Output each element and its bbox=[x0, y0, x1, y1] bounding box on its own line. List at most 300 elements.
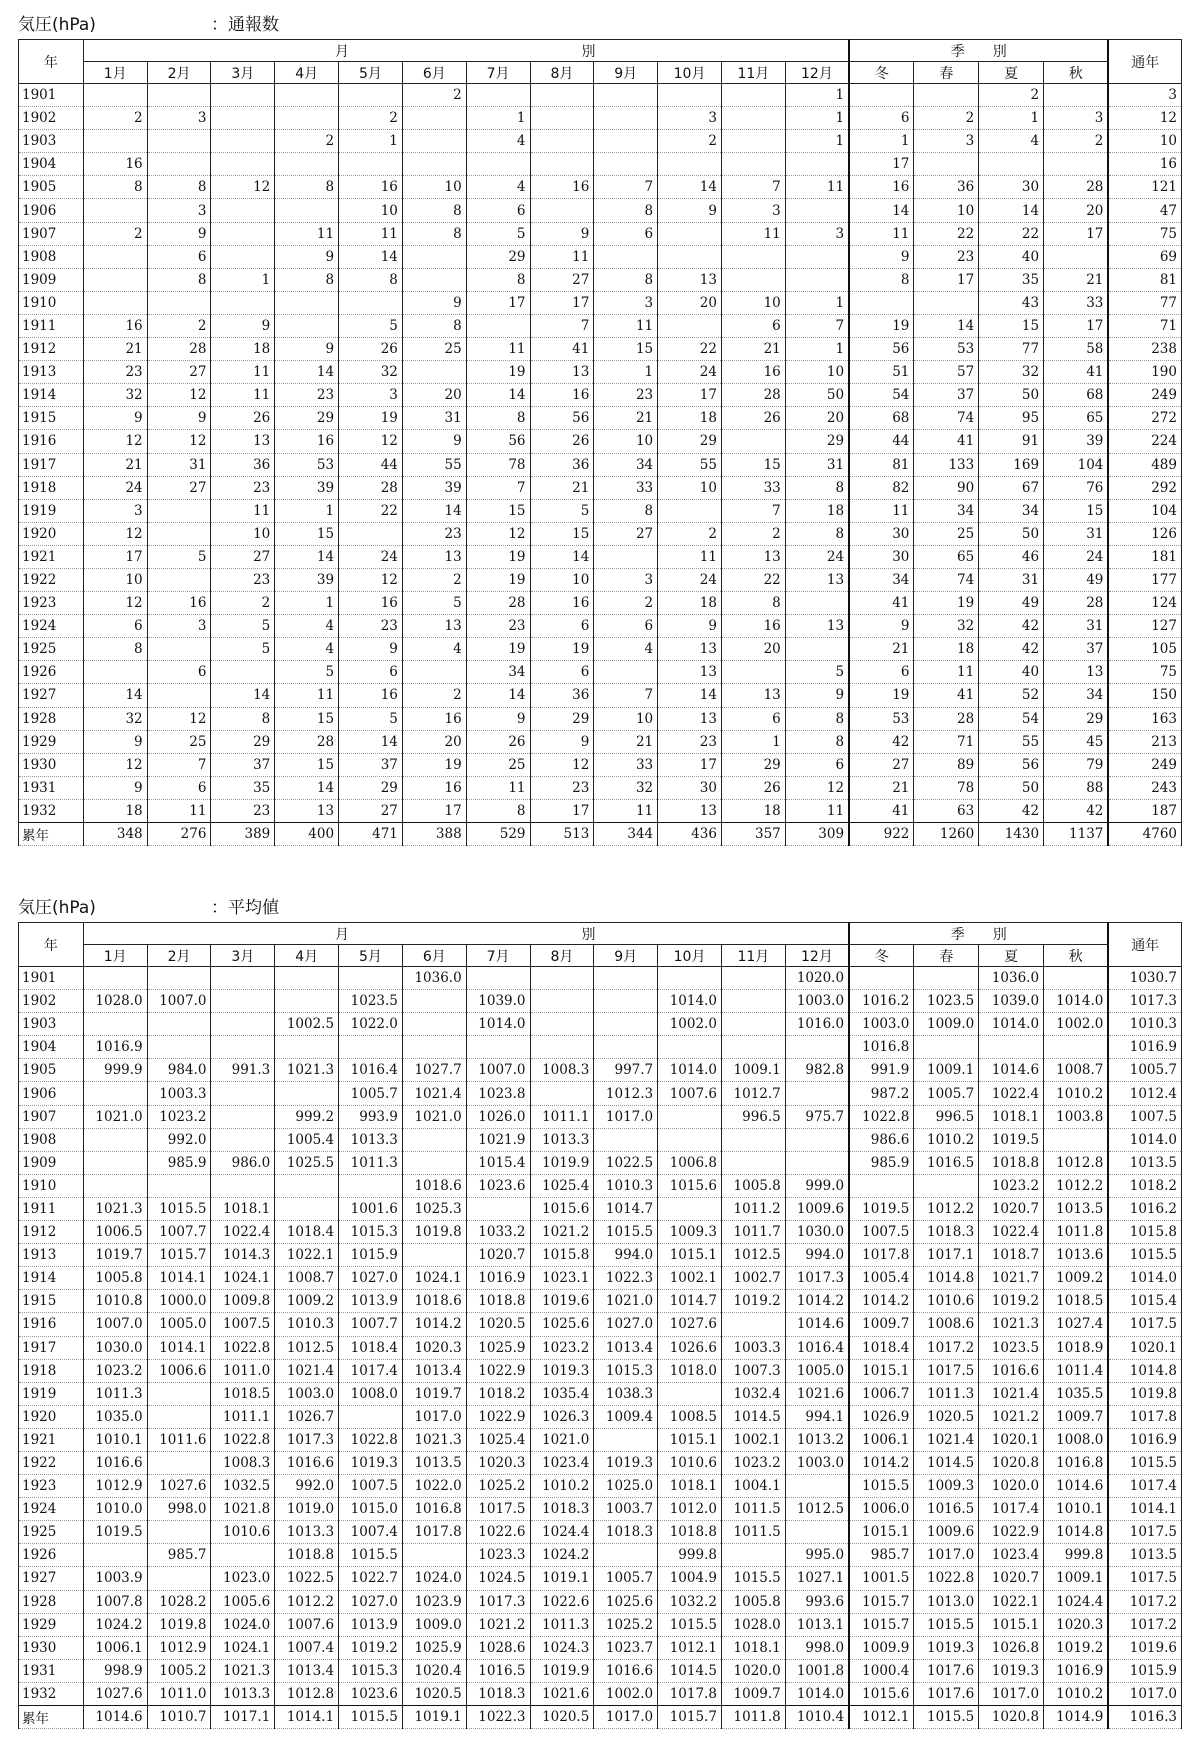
season-cell: 1010.1 bbox=[1044, 1498, 1109, 1521]
month-cell: 1023.2 bbox=[530, 1336, 594, 1359]
month-cell: 985.7 bbox=[147, 1544, 211, 1567]
month-cell: 23 bbox=[211, 476, 275, 499]
season-cell: 1016.9 bbox=[1044, 1659, 1109, 1682]
header-season: 夏 bbox=[979, 62, 1044, 84]
month-cell: 1018.6 bbox=[402, 1174, 466, 1197]
table-row bbox=[19, 1244, 1182, 1267]
month-cell: 8 bbox=[466, 268, 530, 291]
month-cell: 18 bbox=[658, 407, 722, 430]
month-cell: 1015.5 bbox=[721, 1567, 785, 1590]
table-row bbox=[19, 430, 1182, 453]
season-cell: 1006.7 bbox=[849, 1382, 914, 1405]
month-cell: 29 bbox=[339, 776, 403, 799]
season-cell: 1009.0 bbox=[914, 1013, 979, 1036]
month-cell: 10 bbox=[530, 568, 594, 591]
month-cell bbox=[275, 1174, 339, 1197]
month-cell: 6 bbox=[594, 615, 658, 638]
month-cell: 1011.3 bbox=[530, 1613, 594, 1636]
month-cell bbox=[83, 1082, 147, 1105]
annual-cell: 126 bbox=[1108, 522, 1181, 545]
month-cell: 13 bbox=[658, 268, 722, 291]
row-year: 1920 bbox=[19, 1405, 84, 1428]
season-cell: 1011.4 bbox=[1044, 1359, 1109, 1382]
month-cell: 20 bbox=[658, 291, 722, 314]
month-cell: 1019.7 bbox=[83, 1244, 147, 1267]
month-cell: 1003.0 bbox=[785, 990, 849, 1013]
month-cell: 348 bbox=[83, 823, 147, 846]
table-row bbox=[19, 1151, 1182, 1174]
month-cell: 14 bbox=[339, 245, 403, 268]
table2-title bbox=[18, 893, 279, 918]
month-cell: 8 bbox=[83, 176, 147, 199]
month-cell: 1015.0 bbox=[339, 1498, 403, 1521]
month-cell: 1022.6 bbox=[466, 1521, 530, 1544]
season-cell: 30 bbox=[849, 545, 914, 568]
annual-cell: 75 bbox=[1108, 222, 1181, 245]
month-cell: 9 bbox=[402, 291, 466, 314]
month-cell: 13 bbox=[785, 568, 849, 591]
month-cell: 14 bbox=[466, 384, 530, 407]
season-cell: 1019.3 bbox=[979, 1659, 1044, 1682]
month-cell: 1008.3 bbox=[211, 1451, 275, 1474]
month-cell: 13 bbox=[211, 430, 275, 453]
month-cell: 998.9 bbox=[83, 1659, 147, 1682]
month-cell: 1019.2 bbox=[721, 1290, 785, 1313]
month-cell bbox=[785, 1521, 849, 1544]
month-cell: 1010.2 bbox=[530, 1475, 594, 1498]
table-row bbox=[19, 1682, 1182, 1705]
season-cell: 1019.5 bbox=[979, 1128, 1044, 1151]
month-cell: 19 bbox=[530, 638, 594, 661]
season-cell: 1012.2 bbox=[914, 1197, 979, 1220]
table-row bbox=[19, 1405, 1182, 1428]
row-year: 1932 bbox=[19, 1682, 84, 1705]
header-month: 3月 bbox=[211, 945, 275, 967]
annual-cell: 10 bbox=[1108, 130, 1181, 153]
month-cell: 20 bbox=[402, 384, 466, 407]
month-cell: 19 bbox=[466, 638, 530, 661]
month-cell: 1028.2 bbox=[147, 1590, 211, 1613]
month-cell: 8 bbox=[785, 730, 849, 753]
header-season: 春 bbox=[914, 62, 979, 84]
month-cell bbox=[658, 1382, 722, 1405]
annual-cell: 16 bbox=[1108, 153, 1181, 176]
month-cell: 1020.0 bbox=[721, 1659, 785, 1682]
season-cell: 8 bbox=[849, 268, 914, 291]
month-cell: 31 bbox=[147, 453, 211, 476]
row-year: 1908 bbox=[19, 1128, 84, 1151]
month-cell: 1014.6 bbox=[83, 1706, 147, 1729]
month-cell: 6 bbox=[466, 199, 530, 222]
annual-cell: 1019.8 bbox=[1108, 1382, 1181, 1405]
annual-cell: 1017.5 bbox=[1108, 1521, 1181, 1544]
header-month: 5月 bbox=[339, 945, 403, 967]
header-month: 3月 bbox=[211, 62, 275, 84]
month-cell bbox=[594, 1128, 658, 1151]
month-cell: 1023.8 bbox=[466, 1082, 530, 1105]
month-cell: 1011.1 bbox=[530, 1105, 594, 1128]
month-cell bbox=[211, 967, 275, 990]
month-cell: 1 bbox=[785, 84, 849, 107]
month-cell bbox=[147, 1451, 211, 1474]
month-cell: 388 bbox=[402, 823, 466, 846]
month-cell: 1022.7 bbox=[339, 1567, 403, 1590]
month-cell: 1021.8 bbox=[211, 1498, 275, 1521]
month-cell: 39 bbox=[402, 476, 466, 499]
month-cell: 55 bbox=[402, 453, 466, 476]
month-cell: 17 bbox=[530, 799, 594, 822]
month-cell: 6 bbox=[721, 707, 785, 730]
annual-cell: 1016.9 bbox=[1108, 1428, 1181, 1451]
month-cell: 14 bbox=[339, 730, 403, 753]
month-cell: 1025.3 bbox=[402, 1197, 466, 1220]
annual-cell: 1016.2 bbox=[1108, 1197, 1181, 1220]
table-row bbox=[19, 707, 1182, 730]
month-cell: 1003.3 bbox=[721, 1336, 785, 1359]
month-cell: 14 bbox=[211, 684, 275, 707]
row-year: 1903 bbox=[19, 1013, 84, 1036]
month-cell: 992.0 bbox=[147, 1128, 211, 1151]
month-cell: 5 bbox=[147, 545, 211, 568]
row-year: 1904 bbox=[19, 1036, 84, 1059]
annual-cell: 1017.4 bbox=[1108, 1475, 1181, 1498]
month-cell: 1016.8 bbox=[402, 1498, 466, 1521]
month-cell: 9 bbox=[466, 707, 530, 730]
month-cell: 30 bbox=[658, 776, 722, 799]
season-cell: 21 bbox=[849, 776, 914, 799]
table-row bbox=[19, 1521, 1182, 1544]
month-cell bbox=[594, 661, 658, 684]
season-cell: 1009.9 bbox=[849, 1636, 914, 1659]
table-row bbox=[19, 638, 1182, 661]
season-cell: 1023.5 bbox=[979, 1336, 1044, 1359]
season-cell: 42 bbox=[849, 730, 914, 753]
row-year: 累年 bbox=[19, 823, 84, 846]
month-cell bbox=[402, 1151, 466, 1174]
month-cell: 2 bbox=[147, 314, 211, 337]
month-cell: 19 bbox=[466, 568, 530, 591]
month-cell: 1 bbox=[594, 361, 658, 384]
month-cell bbox=[275, 153, 339, 176]
row-year: 1907 bbox=[19, 1105, 84, 1128]
month-cell bbox=[147, 568, 211, 591]
row-year: 1929 bbox=[19, 730, 84, 753]
row-year: 1924 bbox=[19, 615, 84, 638]
season-cell: 67 bbox=[979, 476, 1044, 499]
season-cell: 1006.0 bbox=[849, 1498, 914, 1521]
season-cell bbox=[914, 1174, 979, 1197]
season-cell: 1014.2 bbox=[849, 1451, 914, 1474]
row-year: 1929 bbox=[19, 1613, 84, 1636]
season-cell: 1016.8 bbox=[849, 1036, 914, 1059]
month-cell: 8 bbox=[594, 199, 658, 222]
month-cell: 13 bbox=[402, 615, 466, 638]
month-cell bbox=[594, 1544, 658, 1567]
season-cell: 1016.5 bbox=[914, 1498, 979, 1521]
month-cell bbox=[275, 990, 339, 1013]
month-cell: 9 bbox=[530, 730, 594, 753]
month-cell: 1019.1 bbox=[402, 1706, 466, 1729]
row-year: 1915 bbox=[19, 407, 84, 430]
season-cell bbox=[914, 967, 979, 990]
month-cell bbox=[466, 314, 530, 337]
month-cell bbox=[658, 245, 722, 268]
month-cell: 1 bbox=[466, 107, 530, 130]
month-cell: 21 bbox=[594, 407, 658, 430]
month-cell bbox=[785, 1151, 849, 1174]
month-cell bbox=[658, 314, 722, 337]
month-cell: 1012.3 bbox=[594, 1082, 658, 1105]
month-cell: 1027.1 bbox=[785, 1567, 849, 1590]
month-cell: 1018.3 bbox=[594, 1521, 658, 1544]
month-cell bbox=[530, 107, 594, 130]
season-cell: 39 bbox=[1044, 430, 1109, 453]
month-cell: 4 bbox=[275, 615, 339, 638]
month-cell: 1022.0 bbox=[339, 1013, 403, 1036]
season-cell: 1013.5 bbox=[1044, 1197, 1109, 1220]
month-cell bbox=[402, 153, 466, 176]
month-cell: 15 bbox=[275, 522, 339, 545]
month-cell bbox=[402, 361, 466, 384]
month-cell: 13 bbox=[658, 638, 722, 661]
season-cell: 1021.3 bbox=[979, 1313, 1044, 1336]
season-cell: 1022.8 bbox=[849, 1105, 914, 1128]
month-cell: 1014.5 bbox=[721, 1405, 785, 1428]
month-cell: 1015.9 bbox=[339, 1244, 403, 1267]
season-cell: 1430 bbox=[979, 823, 1044, 846]
month-cell: 1017.5 bbox=[466, 1498, 530, 1521]
month-cell: 1016.6 bbox=[275, 1451, 339, 1474]
month-cell bbox=[594, 1428, 658, 1451]
month-cell: 1011.2 bbox=[721, 1197, 785, 1220]
month-cell bbox=[785, 1128, 849, 1151]
row-year: 1919 bbox=[19, 1382, 84, 1405]
month-cell: 21 bbox=[530, 476, 594, 499]
month-cell: 1003.0 bbox=[275, 1382, 339, 1405]
table-row bbox=[19, 1590, 1182, 1613]
header-month: 10月 bbox=[658, 945, 722, 967]
season-cell: 1019.2 bbox=[979, 1290, 1044, 1313]
month-cell: 2 bbox=[339, 107, 403, 130]
month-cell: 389 bbox=[211, 823, 275, 846]
month-cell: 29 bbox=[211, 730, 275, 753]
month-cell: 1007.6 bbox=[275, 1613, 339, 1636]
month-cell: 34 bbox=[466, 661, 530, 684]
season-cell: 10 bbox=[914, 199, 979, 222]
month-cell: 994.1 bbox=[785, 1405, 849, 1428]
month-cell: 1021.3 bbox=[402, 1428, 466, 1451]
month-cell: 11 bbox=[211, 361, 275, 384]
season-cell: 1 bbox=[979, 107, 1044, 130]
month-cell: 8 bbox=[402, 222, 466, 245]
season-cell: 11 bbox=[849, 499, 914, 522]
row-year: 1914 bbox=[19, 384, 84, 407]
season-cell: 1010.2 bbox=[1044, 1082, 1109, 1105]
month-cell: 1023.2 bbox=[83, 1359, 147, 1382]
month-cell: 12 bbox=[339, 568, 403, 591]
season-cell: 90 bbox=[914, 476, 979, 499]
row-year: 1912 bbox=[19, 338, 84, 361]
table-row bbox=[19, 1359, 1182, 1382]
month-cell: 12 bbox=[147, 384, 211, 407]
month-cell: 1012.5 bbox=[721, 1244, 785, 1267]
season-cell: 11 bbox=[914, 661, 979, 684]
month-cell: 27 bbox=[211, 545, 275, 568]
table-row bbox=[19, 1221, 1182, 1244]
month-cell: 1018.2 bbox=[466, 1382, 530, 1405]
month-cell: 18 bbox=[721, 799, 785, 822]
month-cell: 1011.0 bbox=[147, 1682, 211, 1705]
season-cell: 1015.1 bbox=[849, 1359, 914, 1382]
season-cell: 41 bbox=[914, 430, 979, 453]
annual-cell: 1010.3 bbox=[1108, 1013, 1181, 1036]
month-cell: 27 bbox=[339, 799, 403, 822]
season-cell: 79 bbox=[1044, 753, 1109, 776]
month-cell: 1014.0 bbox=[658, 1059, 722, 1082]
month-cell: 1010.6 bbox=[211, 1521, 275, 1544]
month-cell: 1010.3 bbox=[594, 1174, 658, 1197]
month-cell: 1007.0 bbox=[466, 1059, 530, 1082]
row-year: 1921 bbox=[19, 1428, 84, 1451]
month-cell bbox=[339, 84, 403, 107]
season-cell: 42 bbox=[979, 615, 1044, 638]
season-cell: 1009.2 bbox=[1044, 1267, 1109, 1290]
season-cell: 33 bbox=[1044, 291, 1109, 314]
month-cell: 1012.1 bbox=[658, 1636, 722, 1659]
month-cell: 41 bbox=[530, 338, 594, 361]
table-row bbox=[19, 1105, 1182, 1128]
season-cell: 1023.4 bbox=[979, 1544, 1044, 1567]
season-cell: 1014.5 bbox=[914, 1451, 979, 1474]
month-cell: 15 bbox=[466, 499, 530, 522]
table-row bbox=[19, 1382, 1182, 1405]
month-cell: 1015.4 bbox=[466, 1151, 530, 1174]
month-cell: 1021.9 bbox=[466, 1128, 530, 1151]
month-cell: 1 bbox=[785, 130, 849, 153]
month-cell bbox=[658, 1197, 722, 1220]
month-cell: 35 bbox=[211, 776, 275, 799]
month-cell: 56 bbox=[530, 407, 594, 430]
month-cell: 1032.5 bbox=[211, 1475, 275, 1498]
row-year: 1905 bbox=[19, 1059, 84, 1082]
month-cell: 1018.3 bbox=[466, 1682, 530, 1705]
season-cell bbox=[849, 291, 914, 314]
season-cell: 1020.8 bbox=[979, 1706, 1044, 1729]
month-cell: 22 bbox=[658, 338, 722, 361]
season-cell bbox=[1044, 84, 1109, 107]
season-cell: 1020.7 bbox=[979, 1197, 1044, 1220]
month-cell: 10 bbox=[594, 430, 658, 453]
table-row bbox=[19, 1197, 1182, 1220]
header-month-group: 月 別 bbox=[83, 923, 849, 945]
row-year: 1917 bbox=[19, 1336, 84, 1359]
month-cell: 1018.4 bbox=[275, 1221, 339, 1244]
month-cell: 975.7 bbox=[785, 1105, 849, 1128]
season-cell: 1018.1 bbox=[979, 1105, 1044, 1128]
month-cell: 1 bbox=[785, 338, 849, 361]
month-cell bbox=[211, 1105, 275, 1128]
month-cell: 1 bbox=[721, 730, 785, 753]
month-cell: 11 bbox=[275, 222, 339, 245]
month-cell bbox=[83, 245, 147, 268]
month-cell bbox=[658, 499, 722, 522]
month-cell bbox=[402, 1244, 466, 1267]
season-cell: 1007.5 bbox=[849, 1221, 914, 1244]
season-cell: 42 bbox=[1044, 799, 1109, 822]
month-cell: 1003.9 bbox=[83, 1567, 147, 1590]
season-cell: 42 bbox=[979, 799, 1044, 822]
row-year: 1917 bbox=[19, 453, 84, 476]
month-cell bbox=[785, 268, 849, 291]
month-cell: 17 bbox=[530, 291, 594, 314]
month-cell bbox=[275, 1082, 339, 1105]
month-cell bbox=[211, 107, 275, 130]
month-cell: 12 bbox=[147, 707, 211, 730]
season-cell: 1020.1 bbox=[979, 1428, 1044, 1451]
month-cell: 1013.9 bbox=[339, 1613, 403, 1636]
row-year: 1922 bbox=[19, 568, 84, 591]
month-cell: 9 bbox=[530, 222, 594, 245]
month-cell bbox=[721, 1013, 785, 1036]
season-cell: 1006.1 bbox=[849, 1428, 914, 1451]
month-cell: 1009.6 bbox=[785, 1197, 849, 1220]
table-row bbox=[19, 990, 1182, 1013]
season-cell: 1260 bbox=[914, 823, 979, 846]
season-cell: 20 bbox=[1044, 199, 1109, 222]
season-cell: 1022.4 bbox=[979, 1082, 1044, 1105]
month-cell: 2 bbox=[275, 130, 339, 153]
month-cell bbox=[594, 130, 658, 153]
table-row bbox=[19, 1613, 1182, 1636]
season-cell: 1026.8 bbox=[979, 1636, 1044, 1659]
month-cell: 1016.9 bbox=[466, 1267, 530, 1290]
season-cell: 6 bbox=[849, 107, 914, 130]
month-cell bbox=[211, 1013, 275, 1036]
month-cell: 1025.4 bbox=[530, 1174, 594, 1197]
header-month: 9月 bbox=[594, 945, 658, 967]
month-cell bbox=[147, 1036, 211, 1059]
month-cell: 1026.7 bbox=[275, 1405, 339, 1428]
month-cell: 7 bbox=[594, 176, 658, 199]
month-cell: 1009.8 bbox=[211, 1290, 275, 1313]
season-cell bbox=[979, 153, 1044, 176]
header-month: 11月 bbox=[721, 945, 785, 967]
month-cell: 982.8 bbox=[785, 1059, 849, 1082]
season-cell: 2 bbox=[979, 84, 1044, 107]
month-cell: 1023.0 bbox=[211, 1567, 275, 1590]
month-cell: 1013.9 bbox=[339, 1290, 403, 1313]
month-cell: 1009.0 bbox=[402, 1613, 466, 1636]
month-cell: 56 bbox=[466, 430, 530, 453]
month-cell: 3 bbox=[594, 568, 658, 591]
mean-pressure-table bbox=[18, 922, 1182, 1729]
header-year: 年 bbox=[19, 40, 84, 84]
month-cell: 6 bbox=[147, 661, 211, 684]
month-cell bbox=[721, 1313, 785, 1336]
annual-cell: 1014.8 bbox=[1108, 1359, 1181, 1382]
month-cell: 1008.5 bbox=[658, 1405, 722, 1428]
month-cell bbox=[785, 592, 849, 615]
month-cell: 1010.0 bbox=[83, 1498, 147, 1521]
season-cell: 31 bbox=[1044, 522, 1109, 545]
header-month: 12月 bbox=[785, 945, 849, 967]
month-cell: 31 bbox=[402, 407, 466, 430]
table-row bbox=[19, 684, 1182, 707]
month-cell: 11 bbox=[211, 384, 275, 407]
month-cell: 1021.3 bbox=[83, 1197, 147, 1220]
month-cell: 34 bbox=[594, 453, 658, 476]
month-cell: 5 bbox=[530, 499, 594, 522]
